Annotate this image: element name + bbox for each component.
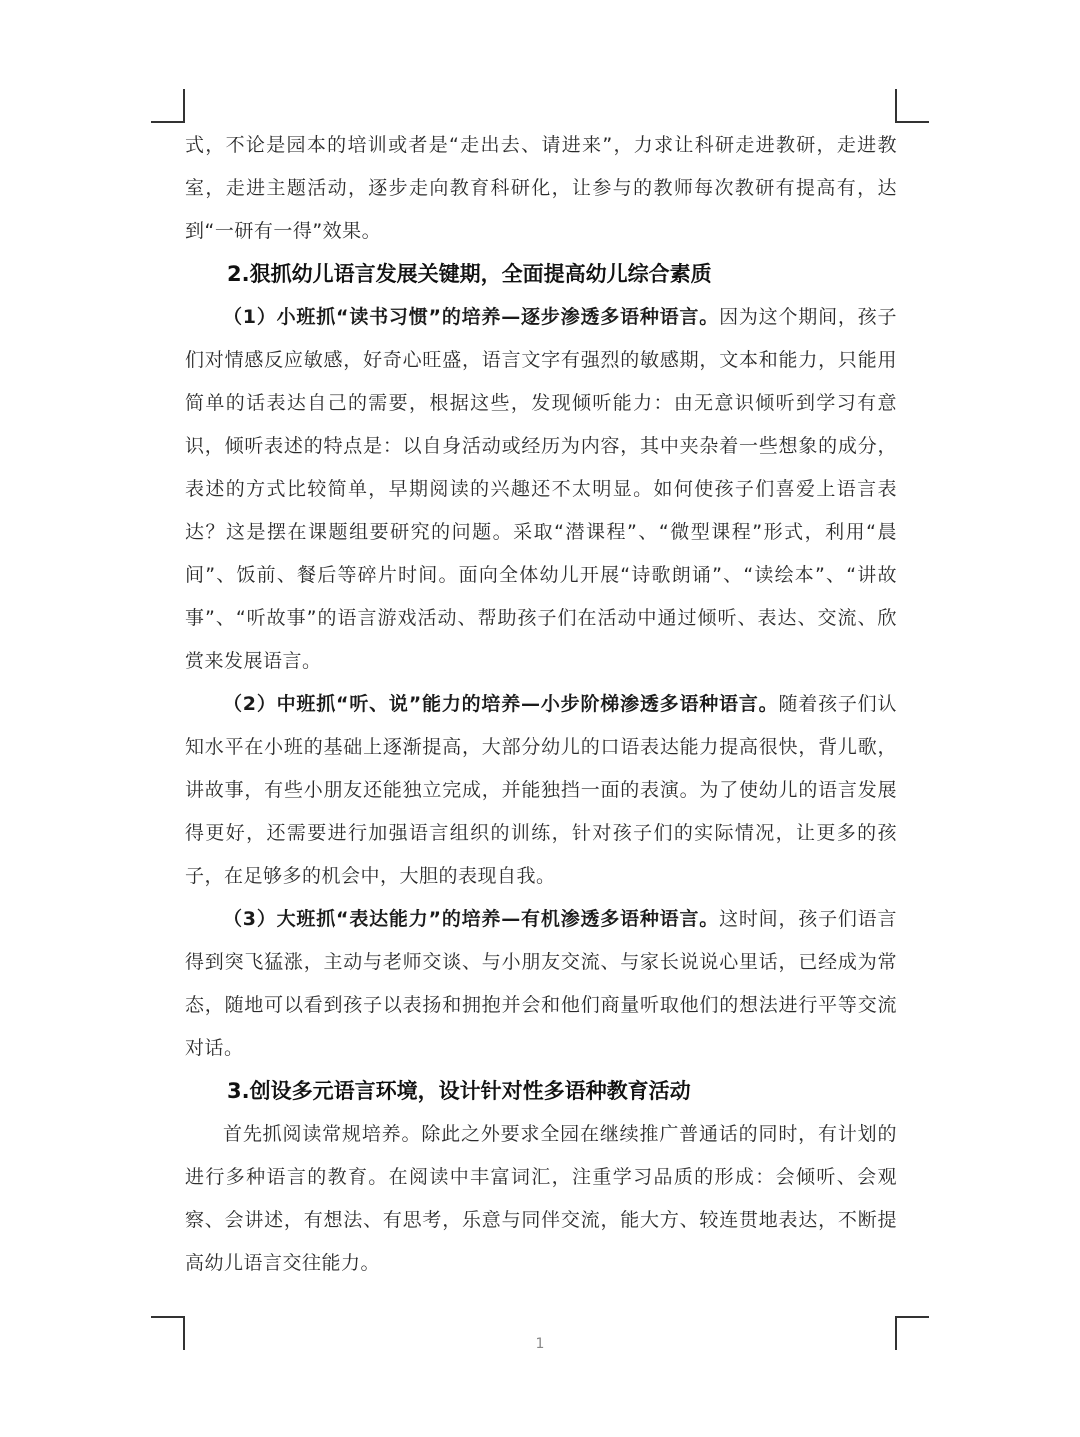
crop-mark-top-right [895,89,929,123]
item-2-lead: （2）中班抓“听、说”能力的培养—小步阶梯渗透多语种语言。 [223,693,779,715]
continuation-paragraph: 式，不论是园本的培训或者是“走出去、请进来”，力求让科研走进教研，走进教室，走进主题活动，逐步走向教育科研化，让参与的教师每次教研有提高有，达到“一研有一得”效果。 [185,134,897,242]
item-1-lead: （1）小班抓“读书习惯”的培养—逐步渗透多语种语言。 [223,306,720,328]
section-2-item-3 [185,898,897,1070]
item-1-body: 因为这个期间，孩子们对情感反应敏感，好奇心旺盛，语言文字有强烈的敏感期，文本和能力，只能用简单的话表达自己的需要，根据这些，发现倾听能力：由无意识倾听到学习有意识，倾听表述的特点是：以自身活动或经历为内容，其中夹杂着一些想象的成分，表述的方式比较简单，早期阅读的兴趣还不太明显。如何使孩子们喜爱上语言表达？这是摆在课题组要研究的问题。采取“潜课程”、“微型课程”形式，利用“晨间”、饭前、餐后等碎片时间。面向全体幼儿开展“诗歌朗诵”、“读绘本”、“讲故事”、“听故事”的语言游戏活动、帮助孩子们在活动中通过倾听、表达、交流、欣赏来发展语言。 [185,306,897,672]
section-2-item-2 [185,683,897,898]
item-2-body: 随着孩子们认知水平在小班的基础上逐渐提高，大部分幼儿的口语表达能力提高很快，背儿歌，讲故事，有些小朋友还能独立完成，并能独挡一面的表演。为了使幼儿的语言发展得更好，还需要进行加强语言组织的训练，针对孩子们的实际情况，让更多的孩子，在足够多的机会中，大胆的表现自我。 [185,693,897,887]
section-2-item-1 [185,296,897,683]
section-2-heading: 2.狠抓幼儿语言发展关键期，全面提高幼儿综合素质 [227,262,712,286]
section-3-heading: 3.创设多元语言环境，设计针对性多语种教育活动 [227,1079,691,1103]
item-3-lead: （3）大班抓“表达能力”的培养—有机渗透多语种语言。 [223,908,720,930]
crop-mark-top-left [151,89,185,123]
page-number: 1 [535,1336,545,1352]
item-3-body: 这时间，孩子们语言得到突飞猛涨，主动与老师交谈、与小朋友交流、与家长说说心里话，已经成为常态，随地可以看到孩子以表扬和拥抱并会和他们商量听取他们的想法进行平等交流对话。 [185,908,897,1059]
document-body [185,124,897,1285]
section-3-paragraph: 首先抓阅读常规培养。除此之外要求全园在继续推广普通话的同时，有计划的进行多种语言的教育。在阅读中丰富词汇，注重学习品质的形成：会倾听、会观察、会讲述，有想法、有思考，乐意与同伴交流，能大方、较连贯地表达，不断提高幼儿语言交往能力。 [185,1123,897,1274]
